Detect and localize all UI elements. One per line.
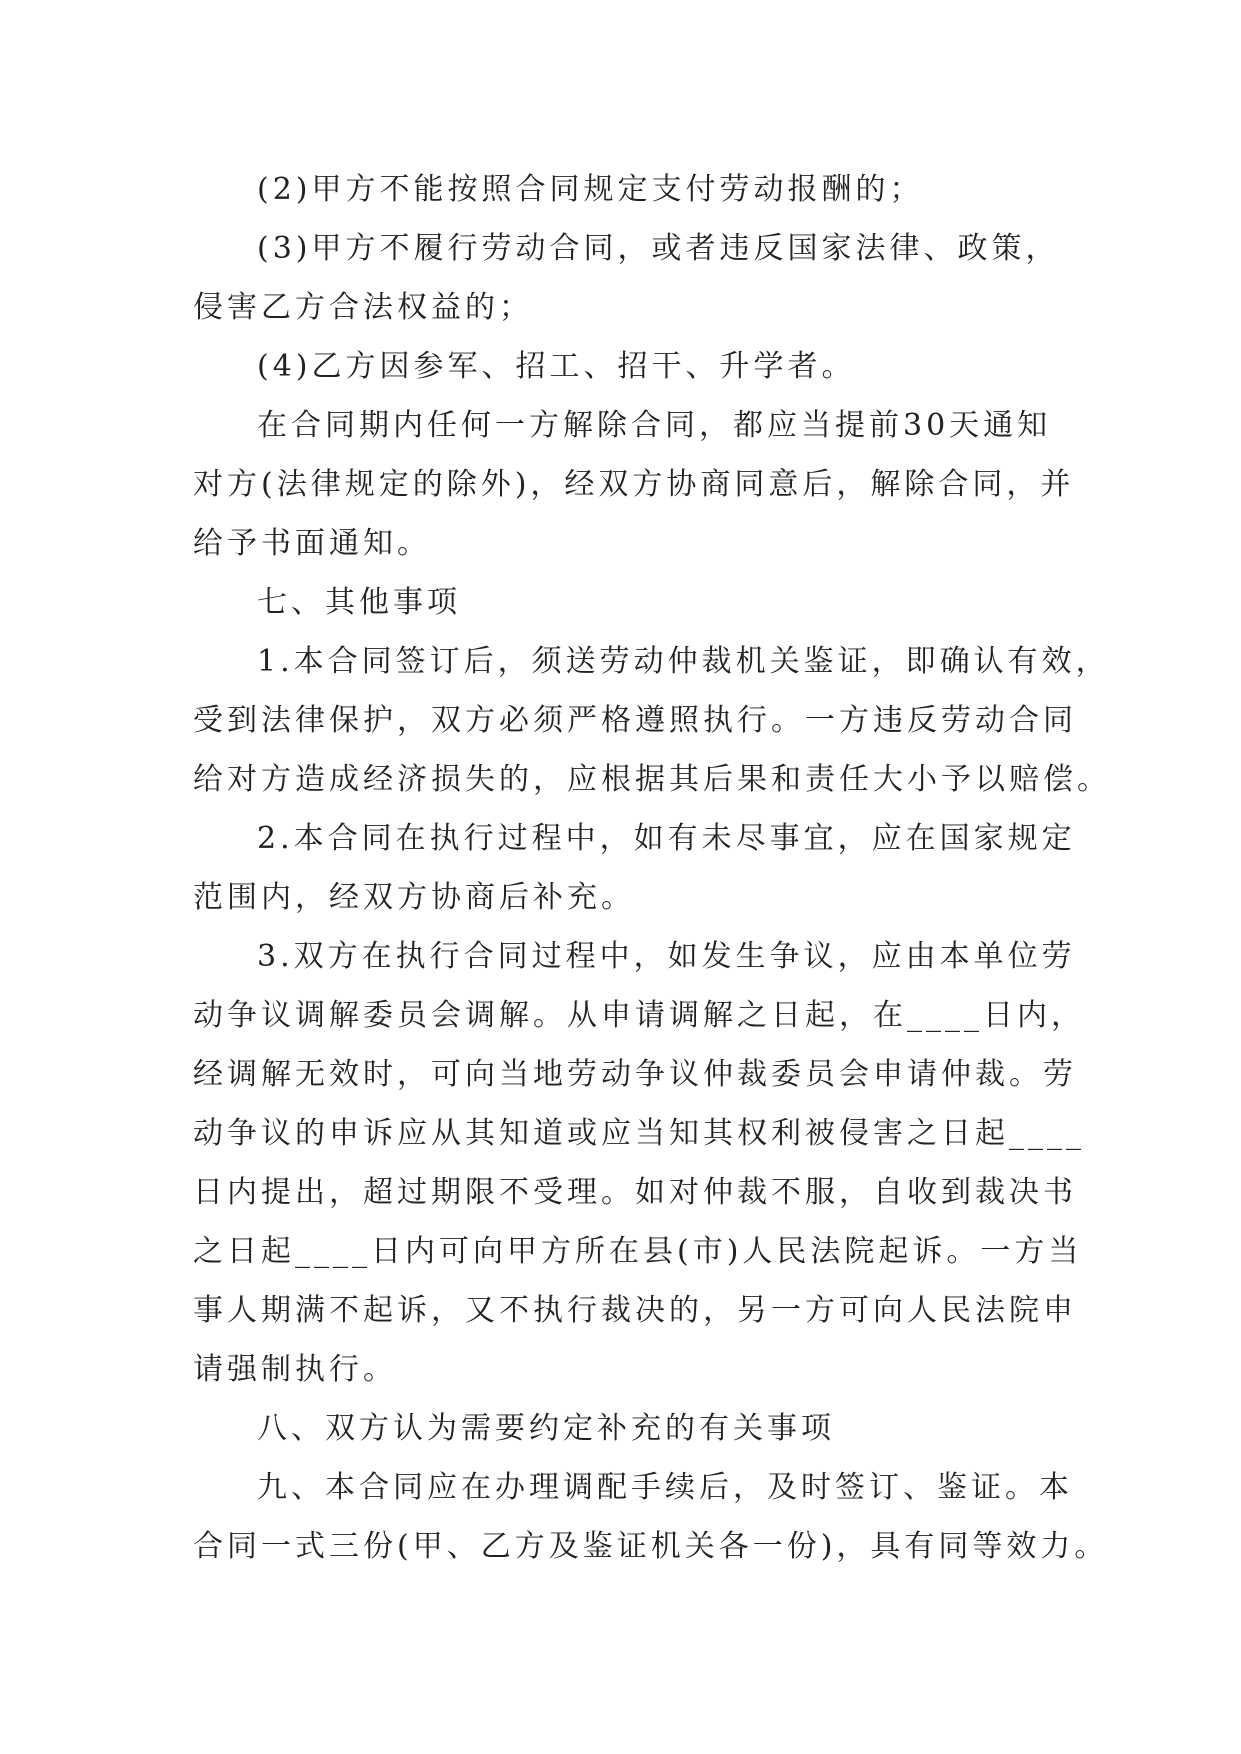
paragraph-line: 3.双方在执行合同过程中，如发生争议，应由本单位劳 — [257, 939, 1076, 974]
paragraph-line: 受到法律保护，双方必须严格遵照执行。一方违反劳动合同 — [193, 703, 1077, 738]
paragraph-line: 日内提出，超过期限不受理。如对仲裁不服，自收到裁决书 — [193, 1175, 1077, 1210]
paragraph-line: 九、本合同应在办理调配手续后，及时签订、鉴证。本 — [257, 1470, 1073, 1505]
paragraph-line: 合同一式三份(甲、乙方及鉴证机关各一份)，具有同等效力。 — [193, 1529, 1109, 1564]
paragraph-line: 动争议的申诉应从其知道或应当知其权利被侵害之日起____ — [193, 1116, 1085, 1151]
document-body — [193, 160, 1111, 1576]
paragraph-line: (3)甲方不履行劳动合同，或者违反国家法律、政策， — [257, 231, 1060, 266]
paragraph-line: 动争议调解委员会调解。从申请调解之日起，在____日内， — [193, 998, 1085, 1033]
paragraph-line: 侵害乙方合法权益的； — [193, 290, 533, 325]
section-heading: 七、其他事项 — [257, 585, 461, 620]
paragraph-line: 1.本合同签订后，须送劳动仲裁机关鉴证，即确认有效， — [257, 644, 1110, 679]
paragraph-line: 之日起____日内可向甲方所在县(市)人民法院起诉。一方当 — [193, 1234, 1083, 1269]
paragraph-line: 在合同期内任何一方解除合同，都应当提前30天通知 — [257, 408, 1052, 443]
paragraph-line: 范围内，经双方协商后补充。 — [193, 880, 635, 915]
paragraph-line: 经调解无效时，可向当地劳动争议仲裁委员会申请仲裁。劳 — [193, 1057, 1077, 1092]
paragraph-line: 请强制执行。 — [193, 1352, 397, 1387]
paragraph-line: 给对方造成经济损失的，应根据其后果和责任大小予以赔偿。 — [193, 762, 1111, 797]
paragraph-line: 给予书面通知。 — [193, 526, 431, 561]
paragraph-line: 事人期满不起诉，又不执行裁决的，另一方可向人民法院申 — [193, 1293, 1077, 1328]
paragraph-line: (2)甲方不能按照合同规定支付劳动报酬的； — [257, 172, 924, 207]
paragraph-line: 对方(法律规定的除外)，经双方协商同意后，解除合同，并 — [193, 467, 1075, 502]
paragraph-line: (4)乙方因参军、招工、招干、升学者。 — [257, 349, 856, 384]
section-heading: 八、双方认为需要约定补充的有关事项 — [257, 1411, 835, 1446]
paragraph-line: 2.本合同在执行过程中，如有未尽事宜，应在国家规定 — [257, 821, 1076, 856]
